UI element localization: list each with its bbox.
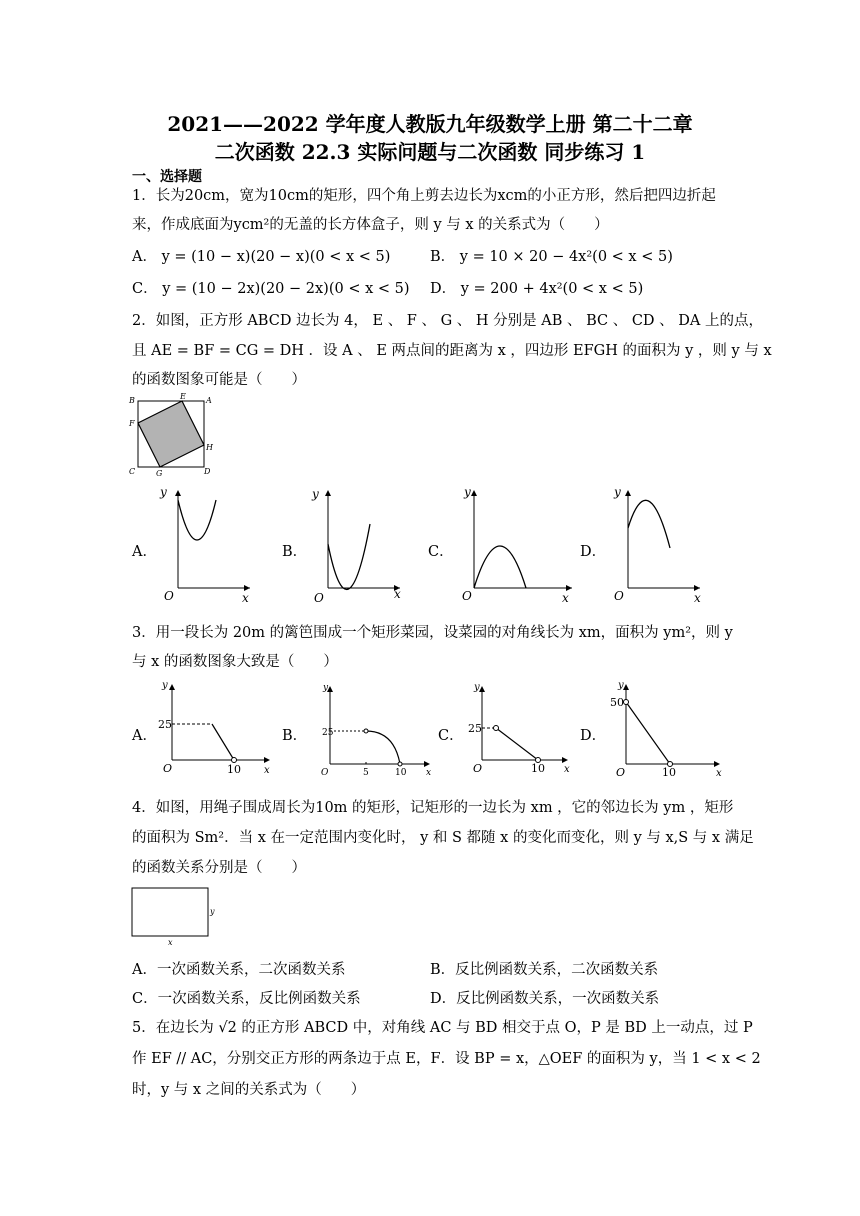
- q1-option-a: A． y = (10 − x)(20 − x)(0 < x < 5): [132, 249, 391, 265]
- q3-line-2: 与 x 的函数图象大致是（ ）: [132, 654, 338, 670]
- axis-x-label: x: [694, 591, 701, 605]
- x-arrow: [264, 757, 270, 763]
- open-point-start: [364, 729, 368, 733]
- q2-line-1: 2．如图，正方形 ABCD 边长为 4， E 、 F 、 G 、 H 分别是 AB 、 BC 、 CD 、 DA 上的点，: [132, 313, 763, 329]
- tick-10: 10: [531, 762, 545, 775]
- axis-x-label: x: [242, 591, 249, 605]
- q3-option-a-label: A．: [132, 728, 157, 744]
- tick-5: 5: [363, 768, 369, 778]
- axis-x-label: x: [394, 587, 401, 601]
- q4-rectangle-figure: [130, 884, 230, 948]
- label-e: E: [180, 392, 186, 401]
- label-d: D: [204, 467, 211, 476]
- q2-square-figure: [128, 394, 218, 484]
- axis-y-label: y: [323, 683, 329, 693]
- y-arrow: [625, 490, 631, 496]
- q4-line-3: 的函数关系分别是（ ）: [132, 860, 306, 876]
- q4-line-1: 4．如图，用绳子围成周长为10m 的矩形，记矩形的一边长为 xm ，它的邻边长为 ym ，矩形: [132, 800, 734, 816]
- origin-label: O: [473, 762, 483, 775]
- q5-line-2: 作 EF // AC，分别交正方形的两条边于点 E，F．设 BP = x，△OEF 的面积为 y，当 1 < x < 2: [132, 1051, 761, 1067]
- q4-option-c: C．一次函数关系，反比例函数关系: [132, 991, 361, 1007]
- title-line-2: 二次函数 22.3 实际问题与二次函数 同步练习 1: [214, 140, 646, 164]
- q3-graph-b: [308, 680, 438, 780]
- origin-label: O: [164, 589, 174, 603]
- axis-y-label: y: [474, 682, 480, 693]
- tick-10: 10: [395, 768, 407, 778]
- q2-graph-b: [300, 484, 410, 604]
- q5-line-3: 时，y 与 x 之间的关系式为（ ）: [132, 1082, 366, 1098]
- square-efgh: [138, 401, 204, 467]
- curve: [366, 731, 400, 764]
- axis-y-label: y: [618, 680, 624, 691]
- q3-graph-d: [604, 680, 734, 780]
- label-c: C: [129, 467, 136, 476]
- q2-option-a-label: A．: [132, 544, 157, 560]
- x-arrow: [424, 761, 430, 767]
- curve: [178, 500, 216, 540]
- open-point-start: [624, 700, 629, 705]
- y-arrow: [175, 490, 181, 496]
- q1-line-1: 1．长为20cm，宽为10cm的矩形，四个角上剪去边长为xcm的小正方形，然后把四边折起: [132, 188, 716, 204]
- y-arrow: [479, 686, 485, 692]
- open-point: [232, 758, 237, 763]
- origin-label: O: [462, 589, 472, 603]
- segment: [496, 728, 538, 760]
- rect-label-y: y: [210, 907, 215, 916]
- q3-option-d-label: D．: [580, 728, 607, 744]
- label-b: B: [129, 396, 135, 405]
- tick-25: 25: [322, 728, 334, 738]
- q2-graph-d: [600, 484, 710, 604]
- label-h: H: [206, 443, 213, 452]
- axis-y-label: y: [464, 485, 471, 499]
- q3-graph-a: [150, 680, 280, 780]
- y-arrow: [169, 684, 175, 690]
- x-arrow: [714, 761, 720, 767]
- axis-x-label: x: [562, 591, 569, 605]
- axis-y-label: y: [160, 485, 167, 499]
- tick-25: 25: [468, 722, 482, 735]
- axis-x-label: x: [264, 765, 270, 776]
- origin-label: O: [314, 591, 324, 605]
- q3-line-1: 3．用一段长为 20m 的篱笆围成一个矩形菜园，设菜园的对角线长为 xm，面积为 ym²，则 y: [132, 625, 733, 641]
- axis-y-label: y: [162, 680, 168, 691]
- open-point-start: [494, 726, 499, 731]
- q2-graph-a: [150, 484, 260, 604]
- q5-line-1: 5．在边长为 √2 的正方形 ABCD 中，对角线 AC 与 BD 相交于点 O，P 是 BD 上一动点，过 P: [132, 1020, 753, 1036]
- origin-label: O: [614, 589, 624, 603]
- q1-option-d: D． y = 200 + 4x²(0 < x < 5): [430, 281, 644, 297]
- q2-option-d-label: D．: [580, 544, 607, 560]
- rectangle: [132, 888, 208, 936]
- axis-y-label: y: [312, 487, 319, 501]
- curve: [474, 546, 526, 588]
- origin-label: O: [616, 766, 626, 779]
- q3-graph-c: [462, 680, 582, 780]
- origin-label: O: [163, 762, 173, 775]
- q4-option-a: A．一次函数关系，二次函数关系: [132, 962, 346, 978]
- axis-y-label: y: [614, 485, 621, 499]
- q1-option-c: C． y = (10 − 2x)(20 − 2x)(0 < x < 5): [132, 281, 410, 297]
- section-heading: 一、选择题: [132, 169, 202, 185]
- tick-10: 10: [662, 766, 676, 779]
- q2-option-b-label: B．: [282, 544, 308, 560]
- q4-option-d: D．反比例函数关系，一次函数关系: [430, 991, 660, 1007]
- open-point-end: [398, 762, 402, 766]
- segment: [626, 702, 670, 764]
- q2-line-2: 且 AE = BF = CG = DH ．设 A 、 E 两点间的距离为 x ，四边形 EFGH 的面积为 y ，则 y 与 x: [132, 343, 772, 359]
- q4-option-b: B．反比例函数关系，二次函数关系: [430, 962, 659, 978]
- title-line-1: 2021——2022 学年度人教版九年级数学上册 第二十二章: [167, 112, 693, 136]
- tick-50: 50: [610, 696, 624, 709]
- segment: [212, 724, 234, 760]
- q2-line-3: 的函数图象可能是（ ）: [132, 372, 306, 388]
- q2-graph-c: [446, 484, 576, 604]
- axis-x-label: x: [564, 764, 570, 775]
- q3-option-b-label: B．: [282, 728, 308, 744]
- axis-x-label: x: [716, 768, 722, 779]
- label-f: F: [129, 419, 135, 428]
- tick-25: 25: [158, 718, 172, 731]
- curve: [328, 524, 370, 589]
- q1-option-b: B． y = 10 × 20 − 4x²(0 < x < 5): [430, 249, 673, 265]
- q2-option-c-label: C．: [428, 544, 454, 560]
- origin-label: O: [321, 768, 329, 778]
- label-a: A: [206, 396, 212, 405]
- y-arrow: [325, 490, 331, 496]
- y-arrow: [471, 490, 477, 496]
- q3-option-c-label: C．: [438, 728, 464, 744]
- q1-line-2: 来，作成底面为ycm²的无盖的长方体盒子，则 y 与 x 的关系式为（ ）: [132, 217, 609, 233]
- label-g: G: [156, 469, 163, 478]
- tick-10: 10: [227, 763, 241, 776]
- curve: [628, 500, 670, 548]
- x-arrow: [562, 757, 568, 763]
- y-arrow: [623, 684, 629, 690]
- rect-label-x: x: [168, 938, 173, 947]
- axis-x-label: x: [426, 768, 432, 778]
- q4-line-2: 的面积为 Sm²．当 x 在一定范围内变化时， y 和 S 都随 x 的变化而变化，则 y 与 x,S 与 x 满足: [132, 830, 754, 846]
